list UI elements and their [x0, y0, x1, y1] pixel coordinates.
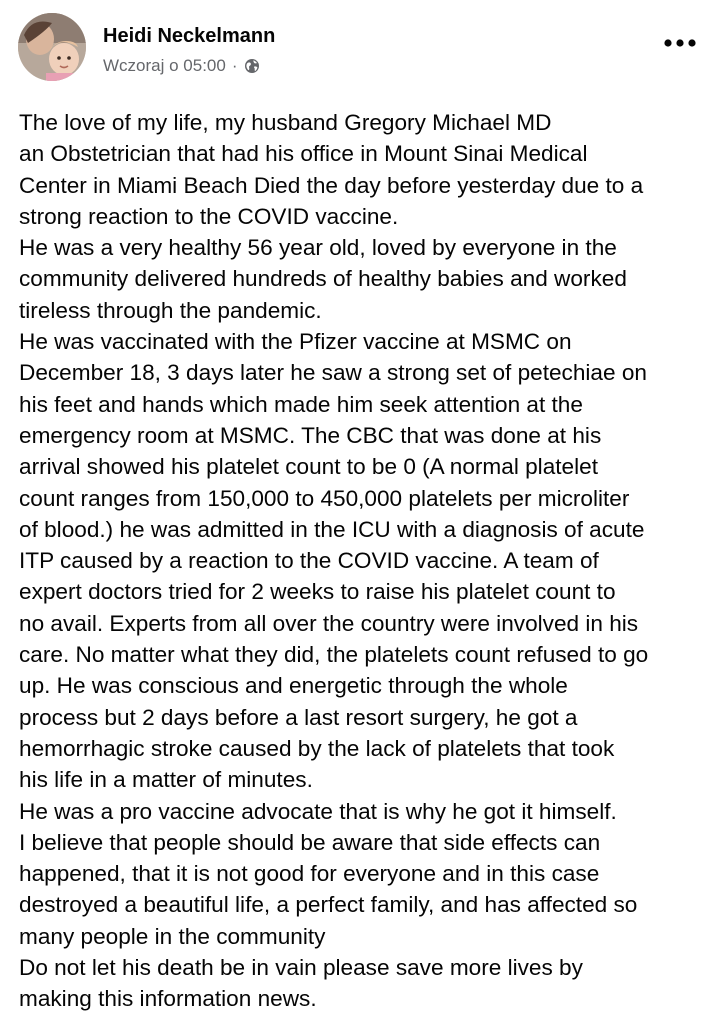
post-text-line: Center in Miami Beach Died the day before yesterday due to a [19, 172, 644, 198]
meta-separator: · [231, 56, 238, 75]
post-text-line: up. He was conscious and energetic through the whole [19, 673, 568, 699]
more-options-button[interactable] [660, 28, 700, 58]
globe-icon [244, 58, 260, 74]
post-header [0, 0, 718, 100]
post-text-line: hemorrhagic stroke caused by the lack of platelets that took [19, 735, 615, 761]
post-text-line: his feet and hands which made him seek attention at the [19, 391, 583, 417]
post-text-line: making this information news. [19, 986, 317, 1012]
post-text-line: happened, that it is not good for everyone and in this case [19, 861, 600, 887]
post-text-line: strong reaction to the COVID vaccine. [19, 203, 399, 229]
post-text-line: ITP caused by a reaction to the COVID vaccine. A team of [19, 548, 599, 574]
post-text-line: count ranges from 150,000 to 450,000 platelets per microliter [19, 485, 630, 511]
post-text-line: process but 2 days before a last resort surgery, he got a [19, 704, 578, 730]
post-text-line: He was vaccinated with the Pfizer vaccine at MSMC on [19, 329, 572, 355]
avatar-photo [18, 13, 86, 81]
post-text-line: emergency room at MSMC. The CBC that was done at his [19, 422, 602, 448]
more-options-icon [663, 38, 697, 48]
post-text-line: arrival showed his platelet count to be 0 (A normal platelet [19, 454, 598, 480]
post-text-line: He was a pro vaccine advocate that is why he got it himself. [19, 798, 617, 824]
avatar[interactable] [18, 13, 86, 81]
post-text-line: of blood.) he was admitted in the ICU with a diagnosis of acute [19, 516, 645, 542]
post-timestamp[interactable]: Wczoraj o 05:00 [103, 56, 226, 75]
post-text-line: community delivered hundreds of healthy babies and worked [19, 266, 627, 292]
post-text-line: Do not let his death be in vain please save more lives by [19, 955, 583, 981]
post-meta [103, 55, 260, 77]
post-text-line: destroyed a beautiful life, a perfect family, and has affected so [19, 892, 638, 918]
post-text-line: expert doctors tried for 2 weeks to raise his platelet count to [19, 579, 616, 605]
post-text-line: The love of my life, my husband Gregory Michael MD [19, 110, 552, 135]
post-text-line: December 18, 3 days later he saw a strong set of petechiae on [19, 360, 647, 386]
author-name[interactable]: Heidi Neckelmann [103, 25, 276, 47]
post-text-line: many people in the community [19, 923, 326, 949]
post-text-line: an Obstetrician that had his office in Mount Sinai Medical [19, 141, 588, 167]
post-text-line: his life in a matter of minutes. [19, 767, 313, 793]
post-text-line: care. No matter what they did, the platelets count refused to go [19, 642, 649, 668]
post-text-line: no avail. Experts from all over the country were involved in his [19, 610, 639, 636]
post-text-line: tireless through the pandemic. [19, 297, 322, 323]
post-text-line: I believe that people should be aware that side effects can [19, 829, 601, 855]
post-text [19, 107, 709, 1015]
post-text-line: He was a very healthy 56 year old, loved by everyone in the [19, 235, 617, 261]
